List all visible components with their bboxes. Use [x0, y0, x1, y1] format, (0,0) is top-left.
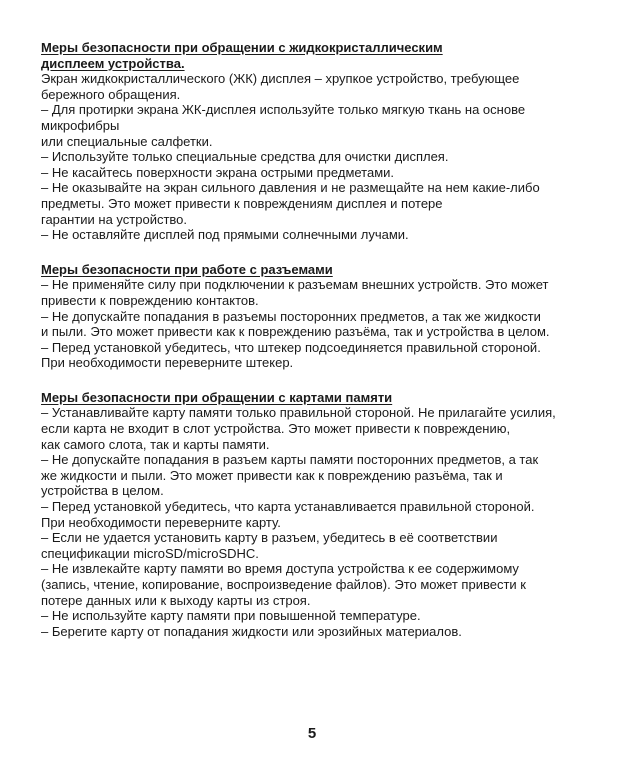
paragraph-line: При необходимости переверните карту.: [41, 514, 281, 530]
paragraph-line: (запись, чтение, копирование, воспроизведение файлов). Это может привести к: [41, 577, 526, 592]
paragraph-line: микрофибры: [41, 117, 120, 133]
section-title: Меры безопасности при обращении с картами памяти: [41, 389, 393, 405]
section-lcd-safety: [41, 40, 601, 243]
paragraph-line: – Не оказывайте на экран сильного давления и не размещайте на нем какие-либо: [41, 180, 540, 196]
paragraph-line: – Используйте только специальные средства для очистки дисплея.: [41, 149, 449, 165]
paragraph-line: – Не используйте карту памяти при повышенной температуре.: [41, 608, 421, 624]
paragraph-line: если карта не входит в слот устройства. Это может привести к повреждению,: [41, 421, 511, 437]
paragraph-line: потере данных или к выходу карты из строя.: [41, 592, 311, 608]
paragraph-line: – Не касайтесь поверхности экрана острыми предметами.: [41, 164, 395, 180]
paragraph-line: – Не допускайте попадания в разъем карты памяти посторонних предметов, а так: [41, 452, 539, 468]
section-connector-safety: [41, 262, 601, 371]
paragraph-line: При необходимости переверните штекер.: [41, 355, 294, 371]
section-title: Меры безопасности при работе с разъемами: [41, 261, 333, 277]
paragraph-line: же жидкости и пыли. Это может привести как к повреждению разъёма, так и: [41, 467, 503, 483]
paragraph-line: – Не допускайте попадания в разъемы посторонних предметов, а так же жидкости: [41, 308, 541, 324]
paragraph-line: – Не оставляйте дисплей под прямыми солнечными лучами.: [41, 227, 409, 243]
paragraph-line: спецификации microSD/microSDHC.: [41, 545, 259, 561]
page-number: 5: [307, 725, 317, 742]
paragraph-line: – Перед установкой убедитесь, что штекер подсоединяется правильной стороной.: [41, 339, 541, 355]
paragraph-line: – Берегите карту от попадания жидкости или эрозийных материалов.: [41, 623, 462, 639]
section-memory-card-safety: [41, 390, 601, 640]
section-title: Меры безопасности при обращении с жидкокристаллическим дисплеем устройства.: [41, 40, 443, 71]
paragraph-line: – Если не удается установить карту в разъем, убедитесь в её соответствии: [41, 530, 498, 546]
paragraph-line: – Перед установкой убедитесь, что карта устанавливается правильной стороной.: [41, 499, 535, 515]
paragraph-line: предметы. Это может привести к повреждениям дисплея и потере: [41, 195, 443, 211]
paragraph-line: – Не извлекайте карту памяти во время доступа устройства к ее содержимому: [41, 561, 519, 577]
paragraph-line: Экран жидкокристаллического (ЖК) дисплея – хрупкое устройство, требующее: [41, 71, 520, 87]
paragraph-line: – Для протирки экрана ЖК-дисплея используйте только мягкую ткань на основе: [41, 102, 526, 118]
paragraph-line: – Не применяйте силу при подключении к разъемам внешних устройств. Это может: [41, 277, 549, 293]
paragraph-line: и пыли. Это может привести как к повреждению разъёма, так и устройства в целом.: [41, 324, 550, 340]
paragraph-line: бережного обращения.: [41, 86, 181, 102]
paragraph-line: устройства в целом.: [41, 483, 164, 499]
paragraph-line: или специальные салфетки.: [41, 133, 213, 149]
paragraph-line: – Устанавливайте карту памяти только правильной стороной. Не прилагайте усилия,: [41, 405, 556, 421]
paragraph-line: как самого слота, так и карты памяти.: [41, 436, 270, 452]
paragraph-line: привести к повреждению контактов.: [41, 292, 259, 308]
document-page: [41, 40, 601, 658]
paragraph-line: гарантии на устройство.: [41, 211, 188, 227]
